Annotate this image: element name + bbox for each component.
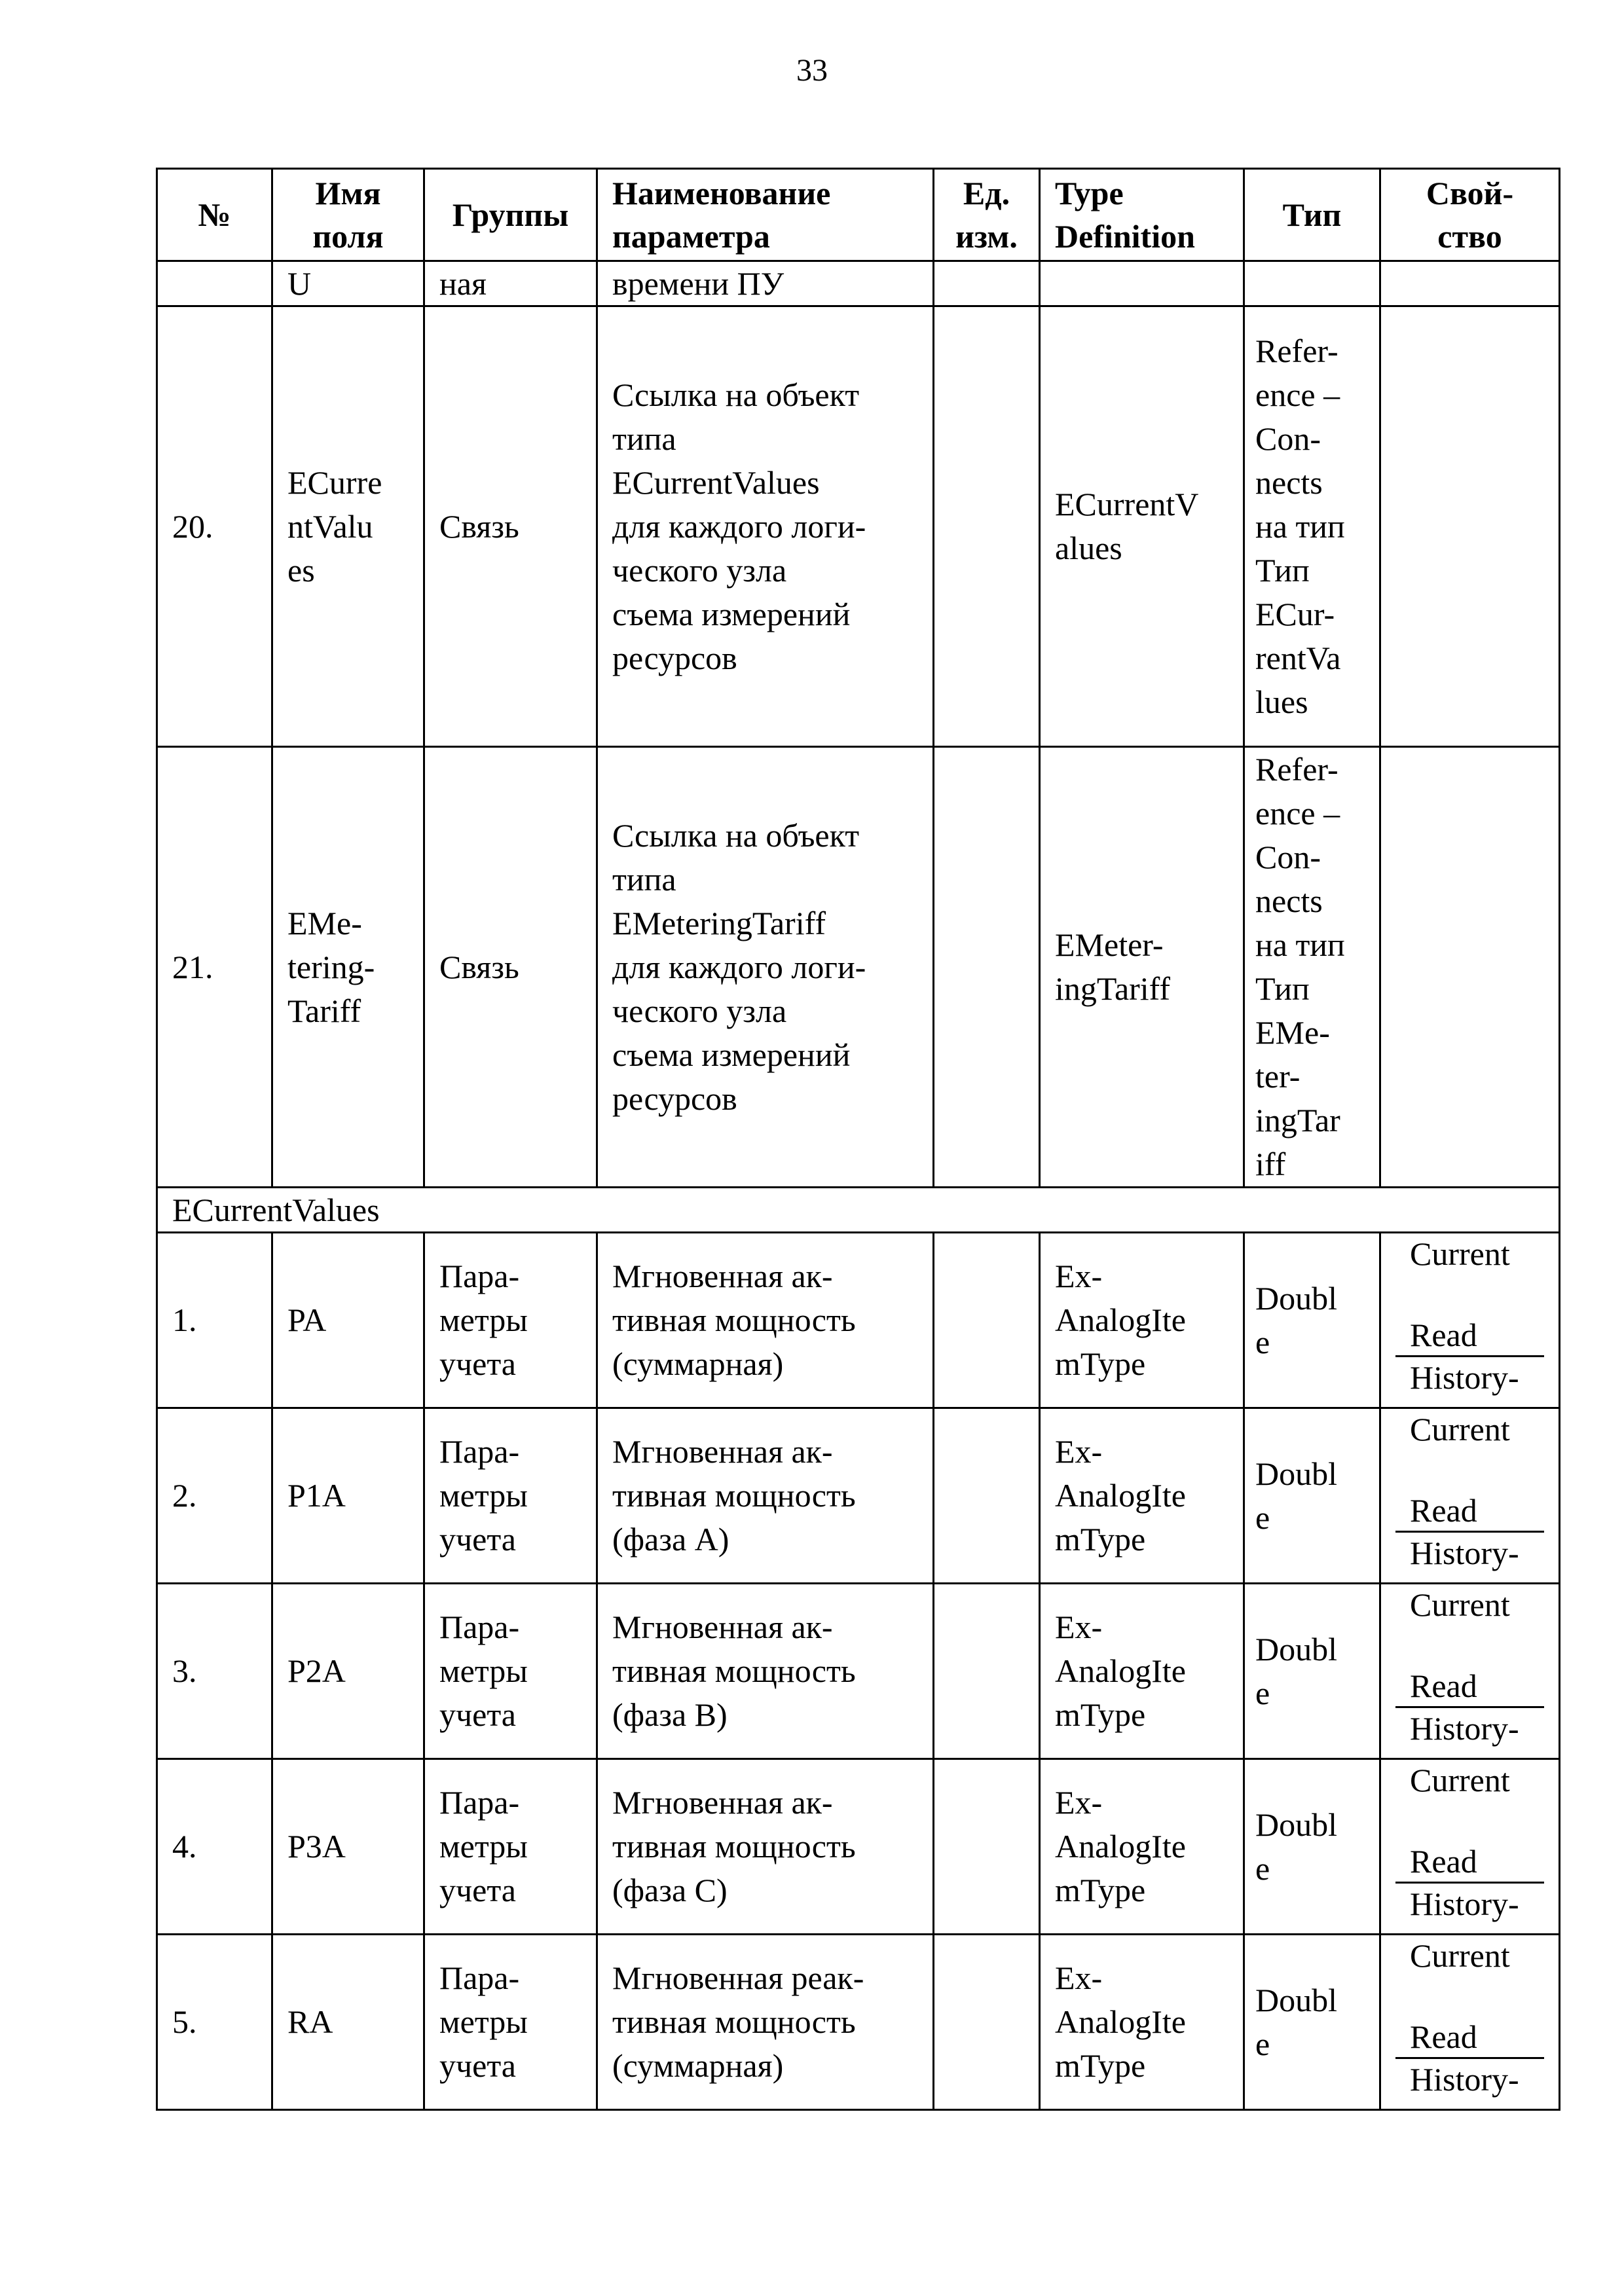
group-line: метры xyxy=(439,1477,528,1514)
cell-type-definition xyxy=(1040,1408,1244,1584)
param-name-line: типа xyxy=(612,860,676,898)
table-row xyxy=(157,1408,1560,1584)
cell-num: 1. xyxy=(157,1233,272,1408)
type-definition-line: EMeter- xyxy=(1055,926,1164,963)
param-name-line: EMeteringTariff xyxy=(612,904,826,941)
group-line: метры xyxy=(439,1828,528,1865)
property-line: Current xyxy=(1410,1762,1510,1798)
property-line: Current xyxy=(1410,1235,1510,1272)
cell-group: Связь xyxy=(424,306,597,747)
header-param-name xyxy=(597,169,934,261)
cell-field: U xyxy=(272,261,424,306)
group-line: Пара- xyxy=(439,1433,520,1470)
type-line: nects xyxy=(1255,464,1323,501)
cell-field xyxy=(272,306,424,747)
cell-group xyxy=(424,1233,597,1408)
cell-type xyxy=(1244,1408,1380,1584)
header-property-line: Свой- xyxy=(1426,175,1514,211)
cell-property xyxy=(1380,1584,1560,1759)
param-name-line: тивная мощность xyxy=(612,1477,856,1514)
type-line: на тип xyxy=(1255,507,1345,545)
property-line: Current xyxy=(1410,1411,1510,1448)
field-line: Tariff xyxy=(287,992,361,1029)
property-current-read xyxy=(1395,1935,1544,2057)
type-line: ter- xyxy=(1255,1058,1301,1095)
type-line: Doubl xyxy=(1255,1806,1337,1843)
property-line: Current xyxy=(1410,1586,1510,1623)
field-line: tering- xyxy=(287,948,375,985)
header-unit-line: Ед. xyxy=(963,175,1010,211)
header-field-line: поля xyxy=(312,218,384,255)
cell-unit xyxy=(934,1408,1040,1584)
property-stack xyxy=(1395,1760,1544,1933)
table-row xyxy=(157,1233,1560,1408)
type-line: Refer- xyxy=(1255,332,1338,369)
cell-type-definition xyxy=(1040,1759,1244,1935)
cell-field: PA xyxy=(272,1233,424,1408)
type-definition-line: Ex- xyxy=(1055,1258,1103,1294)
cell-unit xyxy=(934,1759,1040,1935)
group-line: метры xyxy=(439,1302,528,1338)
type-line: Refer- xyxy=(1255,751,1338,788)
cell-param-name: времени ПУ xyxy=(597,261,934,306)
group-line: Пара- xyxy=(439,1784,520,1821)
cell-unit xyxy=(934,1935,1040,2110)
property-line: Read xyxy=(1410,2018,1477,2055)
header-group: Группы xyxy=(424,169,597,261)
param-name-line: типа xyxy=(612,420,676,457)
param-name-line: ческого узла xyxy=(612,551,787,589)
property-history-read xyxy=(1395,1882,1544,1935)
cell-group: ная xyxy=(424,261,597,306)
table-row xyxy=(157,1935,1560,2110)
cell-unit xyxy=(934,261,1040,306)
type-definition-line: Ex- xyxy=(1055,1609,1103,1645)
header-num: № xyxy=(157,169,272,261)
group-line: Пара- xyxy=(439,1258,520,1294)
group-line: метры xyxy=(439,1652,528,1689)
group-line: учета xyxy=(439,2047,516,2084)
cell-property xyxy=(1380,747,1560,1188)
header-unit-line: изм. xyxy=(955,218,1018,255)
type-line: Doubl xyxy=(1255,1630,1337,1667)
type-line: Тип xyxy=(1255,551,1310,589)
cell-field xyxy=(272,747,424,1188)
cell-type xyxy=(1244,1584,1380,1759)
parameters-table xyxy=(156,168,1560,2111)
type-definition-line: AnalogIte xyxy=(1055,1828,1186,1865)
type-definition-line: Ex- xyxy=(1055,1784,1103,1821)
type-line: EMe- xyxy=(1255,1014,1330,1051)
param-name-line: (суммарная) xyxy=(612,2047,784,2084)
table-row xyxy=(157,747,1560,1188)
type-definition-line: mType xyxy=(1055,2047,1146,2084)
cell-group: Связь xyxy=(424,747,597,1188)
table-row xyxy=(157,1584,1560,1759)
property-line: Read xyxy=(1410,1667,1477,1704)
type-definition-line: alues xyxy=(1055,530,1122,566)
type-line: Doubl xyxy=(1255,1455,1337,1492)
cell-unit xyxy=(934,747,1040,1188)
property-stack xyxy=(1395,1584,1544,1758)
param-name-line: (фаза А) xyxy=(612,1521,729,1558)
field-line: EMe- xyxy=(287,904,362,941)
continuation-row xyxy=(157,261,1560,306)
param-name-line: ECurrentValues xyxy=(612,464,820,501)
param-name-line: Мгновенная ак- xyxy=(612,1258,833,1294)
cell-type-definition xyxy=(1040,261,1244,306)
type-line: на тип xyxy=(1255,926,1345,963)
type-line: iff xyxy=(1255,1146,1286,1182)
header-property-line: ство xyxy=(1437,218,1502,255)
param-name-line: ресурсов xyxy=(612,1080,737,1117)
type-line: e xyxy=(1255,1323,1270,1360)
page-number: 33 xyxy=(796,53,828,88)
section-title: ECurrentValues xyxy=(157,1188,1560,1233)
param-name-line: тивная мощность xyxy=(612,1302,856,1338)
type-definition-line: AnalogIte xyxy=(1055,1652,1186,1689)
group-line: учета xyxy=(439,1872,516,1908)
header-property xyxy=(1380,169,1560,261)
cell-type xyxy=(1244,1935,1380,2110)
type-line: ECur- xyxy=(1255,595,1335,632)
property-line: Read xyxy=(1410,1843,1477,1880)
cell-num: 4. xyxy=(157,1759,272,1935)
param-name-line: Ссылка на объект xyxy=(612,816,860,854)
cell-param-name xyxy=(597,1408,934,1584)
property-line: History- xyxy=(1410,1710,1519,1747)
type-definition-line: Ex- xyxy=(1055,1959,1103,1996)
cell-param-name xyxy=(597,1233,934,1408)
param-name-line: ресурсов xyxy=(612,639,737,676)
cell-type-definition xyxy=(1040,747,1244,1188)
group-line: учета xyxy=(439,1696,516,1733)
cell-type-definition xyxy=(1040,1233,1244,1408)
property-stack xyxy=(1395,1409,1544,1582)
property-current-read xyxy=(1395,1409,1544,1531)
type-line: Con- xyxy=(1255,839,1321,875)
property-line: History- xyxy=(1410,1359,1519,1396)
header-type-definition-line: Type xyxy=(1055,175,1124,211)
param-name-line: (суммарная) xyxy=(612,1345,784,1382)
cell-type-definition xyxy=(1040,1584,1244,1759)
type-definition-line: mType xyxy=(1055,1872,1146,1908)
cell-group xyxy=(424,1408,597,1584)
header-type-definition-line: Definition xyxy=(1055,218,1195,255)
type-line: rentVa xyxy=(1255,639,1341,676)
field-line: ECurre xyxy=(287,464,382,501)
field-line: es xyxy=(287,551,315,589)
param-name-line: для каждого логи- xyxy=(612,948,866,985)
cell-field: RA xyxy=(272,1935,424,2110)
cell-type-definition xyxy=(1040,306,1244,747)
param-name-line: Мгновенная ак- xyxy=(612,1433,833,1470)
header-field xyxy=(272,169,424,261)
cell-field: P3A xyxy=(272,1759,424,1935)
property-history-read xyxy=(1395,1355,1544,1408)
type-line: e xyxy=(1255,1850,1270,1887)
property-current-read xyxy=(1395,1760,1544,1882)
cell-num: 3. xyxy=(157,1584,272,1759)
type-line: ingTar xyxy=(1255,1102,1340,1139)
cell-group xyxy=(424,1935,597,2110)
param-name-line: для каждого логи- xyxy=(612,507,866,545)
section-row xyxy=(157,1188,1560,1233)
cell-group xyxy=(424,1759,597,1935)
param-name-line: тивная мощность xyxy=(612,2003,856,2040)
property-current-read xyxy=(1395,1233,1544,1355)
field-line: ntValu xyxy=(287,507,373,545)
header-type-definition xyxy=(1040,169,1244,261)
header-param-name-line: параметра xyxy=(612,218,770,255)
header-param-name-line: Наименование xyxy=(612,175,831,211)
param-name-line: ческого узла xyxy=(612,992,787,1029)
param-name-line: Ссылка на объект xyxy=(612,376,860,413)
type-definition-line: ECurrentV xyxy=(1055,486,1199,522)
type-definition-line: Ex- xyxy=(1055,1433,1103,1470)
type-line: e xyxy=(1255,1499,1270,1536)
header-unit xyxy=(934,169,1040,261)
cell-type xyxy=(1244,306,1380,747)
cell-unit xyxy=(934,1584,1040,1759)
property-line: Current xyxy=(1410,1937,1510,1974)
param-name-line: Мгновенная ак- xyxy=(612,1609,833,1645)
cell-property xyxy=(1380,1759,1560,1935)
type-definition-line: AnalogIte xyxy=(1055,1477,1186,1514)
cell-property xyxy=(1380,1233,1560,1408)
header-row xyxy=(157,169,1560,261)
type-definition-line: mType xyxy=(1055,1345,1146,1382)
type-line: ence – xyxy=(1255,795,1340,831)
header-type: Тип xyxy=(1244,169,1380,261)
cell-type xyxy=(1244,1759,1380,1935)
type-line: nects xyxy=(1255,883,1323,919)
property-stack xyxy=(1395,1233,1544,1407)
property-history-read xyxy=(1395,1531,1544,1584)
cell-property xyxy=(1380,261,1560,306)
cell-property xyxy=(1380,1935,1560,2110)
property-history-read xyxy=(1395,1706,1544,1759)
type-line: Con- xyxy=(1255,420,1321,457)
cell-param-name xyxy=(597,1759,934,1935)
type-line: Doubl xyxy=(1255,1981,1337,2018)
cell-type xyxy=(1244,747,1380,1188)
cell-field: P2A xyxy=(272,1584,424,1759)
param-name-line: (фаза В) xyxy=(612,1696,728,1733)
cell-num: 20. xyxy=(157,306,272,747)
type-definition-line: AnalogIte xyxy=(1055,2003,1186,2040)
cell-unit xyxy=(934,1233,1040,1408)
param-name-line: съема измерений xyxy=(612,1036,851,1073)
type-line: ence – xyxy=(1255,376,1340,413)
type-definition-line: mType xyxy=(1055,1696,1146,1733)
type-definition-line: mType xyxy=(1055,1521,1146,1558)
param-name-line: тивная мощность xyxy=(612,1652,856,1689)
property-line: Read xyxy=(1410,1492,1477,1529)
group-line: учета xyxy=(439,1521,516,1558)
group-line: метры xyxy=(439,2003,528,2040)
property-history-read xyxy=(1395,2057,1544,2110)
table-row xyxy=(157,306,1560,747)
param-name-line: тивная мощность xyxy=(612,1828,856,1865)
cell-param-name xyxy=(597,306,934,747)
property-stack xyxy=(1395,1935,1544,2109)
param-name-line: Мгновенная ак- xyxy=(612,1784,833,1821)
type-line: lues xyxy=(1255,683,1308,720)
param-name-line: (фаза С) xyxy=(612,1872,728,1908)
group-line: Пара- xyxy=(439,1609,520,1645)
group-line: учета xyxy=(439,1345,516,1382)
cell-param-name xyxy=(597,1584,934,1759)
property-line: Read xyxy=(1410,1317,1477,1353)
cell-num: 2. xyxy=(157,1408,272,1584)
cell-num xyxy=(157,261,272,306)
type-line: e xyxy=(1255,2025,1270,2062)
param-name-line: Мгновенная реак- xyxy=(612,1959,864,1996)
type-line: Doubl xyxy=(1255,1279,1337,1317)
cell-type xyxy=(1244,261,1380,306)
header-field-line: Имя xyxy=(315,175,381,211)
property-line: History- xyxy=(1410,1886,1519,1922)
cell-param-name xyxy=(597,747,934,1188)
cell-num: 21. xyxy=(157,747,272,1188)
type-line: e xyxy=(1255,1674,1270,1711)
cell-field: P1A xyxy=(272,1408,424,1584)
cell-property xyxy=(1380,306,1560,747)
type-definition-line: AnalogIte xyxy=(1055,1302,1186,1338)
cell-param-name xyxy=(597,1935,934,2110)
type-line: Тип xyxy=(1255,970,1310,1007)
table-row xyxy=(157,1759,1560,1935)
property-line: History- xyxy=(1410,1535,1519,1571)
cell-property xyxy=(1380,1408,1560,1584)
cell-num: 5. xyxy=(157,1935,272,2110)
cell-type-definition xyxy=(1040,1935,1244,2110)
cell-type xyxy=(1244,1233,1380,1408)
group-line: Пара- xyxy=(439,1959,520,1996)
property-line: History- xyxy=(1410,2061,1519,2098)
type-definition-line: ingTariff xyxy=(1055,970,1171,1007)
param-name-line: съема измерений xyxy=(612,595,851,632)
cell-unit xyxy=(934,306,1040,747)
cell-group xyxy=(424,1584,597,1759)
property-current-read xyxy=(1395,1584,1544,1706)
